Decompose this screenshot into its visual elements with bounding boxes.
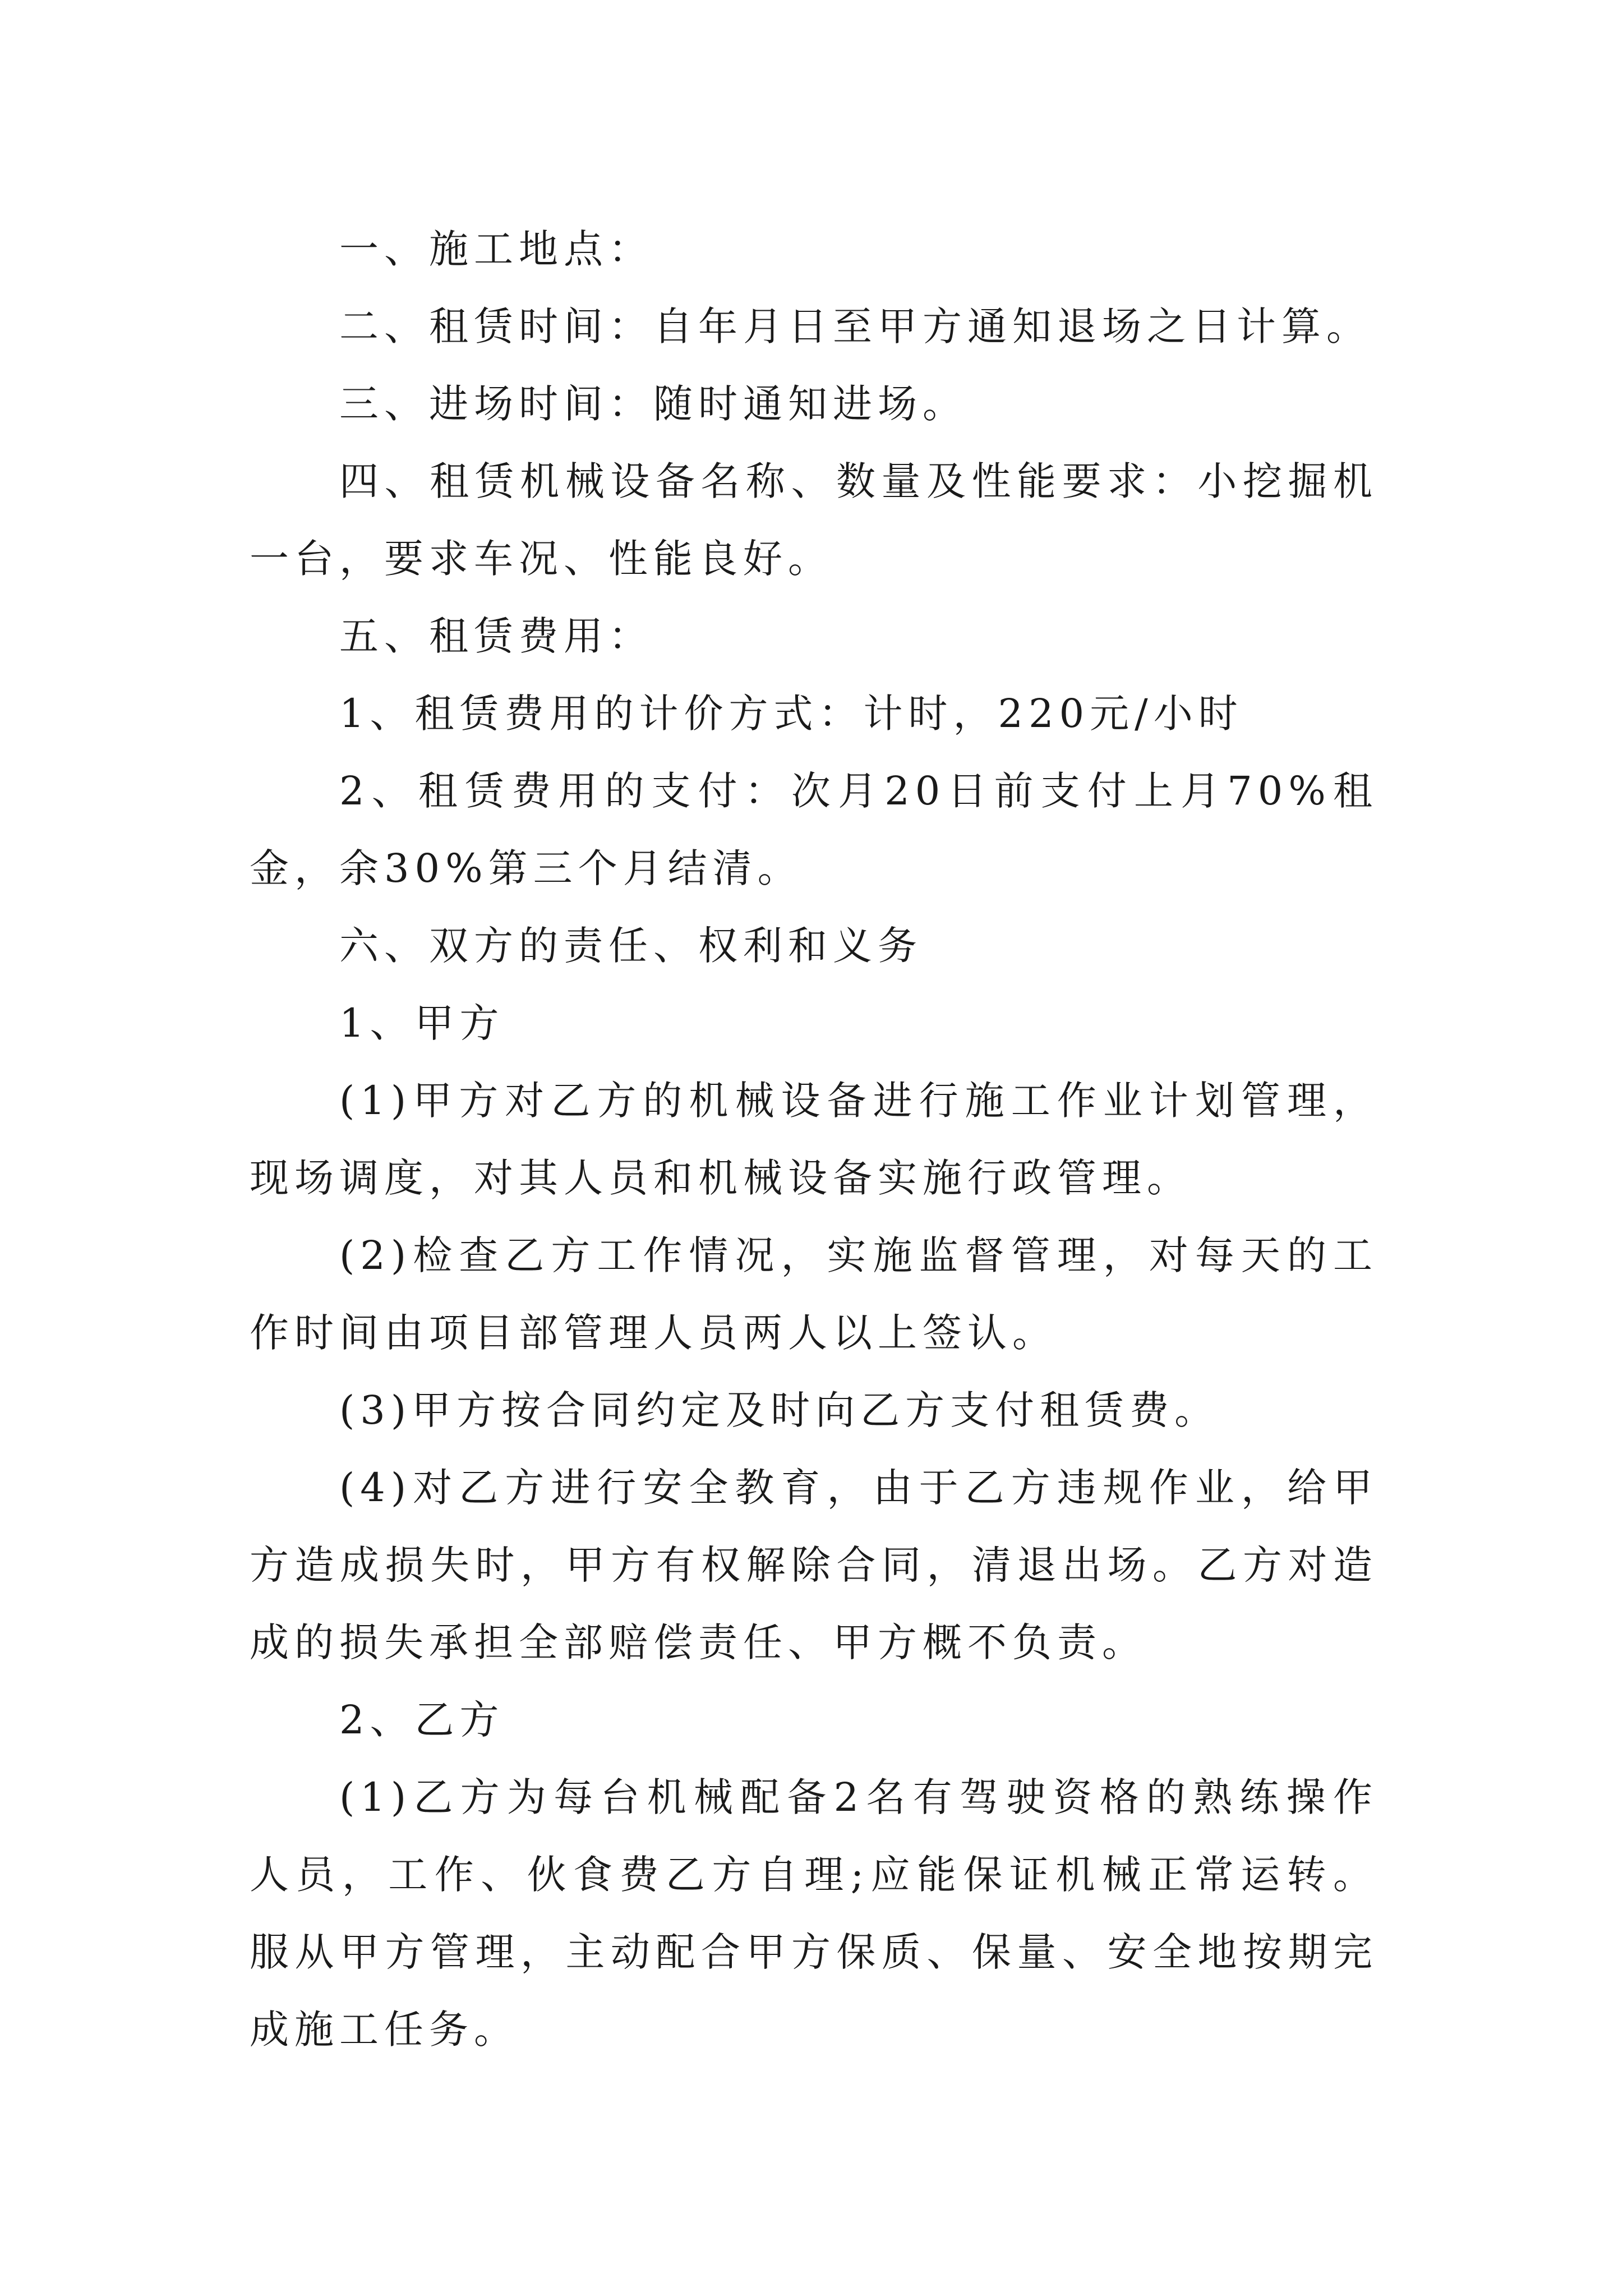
section-construction-site: 一、施工地点： [339, 226, 653, 272]
section-lease-fees: 五、租赁费用： [339, 613, 653, 659]
party-a-clause-3: (3)甲方按合同约定及时向乙方支付租赁费。 [339, 1387, 1220, 1433]
document-body [250, 210, 1378, 2068]
section-entry-time: 三、进场时间：随时通知进场。 [339, 381, 967, 427]
section-responsibilities: 六、双方的责任、权利和义务 [339, 923, 923, 969]
section-lease-period: 二、租赁时间：自年月日至甲方通知退场之日计算。 [339, 303, 1371, 349]
party-a-heading: 1、甲方 [339, 1000, 505, 1046]
section-equipment-requirements: 四、租赁机械设备名称、数量及性能要求：小挖掘机一台，要求车况、性能良好。 [250, 458, 1378, 582]
party-b-clause-1: (1)乙方为每台机械配备2名有驾驶资格的熟练操作人员，工作、伙食费乙方自理;应能保证机械正常运转。服从甲方管理，主动配合甲方保质、保量、安全地按期完成施工任务。 [250, 1774, 1378, 2053]
party-b-heading: 2、乙方 [339, 1697, 505, 1743]
party-a-clause-1: (1)甲方对乙方的机械设备进行施工作业计划管理，现场调度，对其人员和机械设备实施行政管理。 [250, 1078, 1378, 1201]
fee-payment: 2、租赁费用的支付：次月20日前支付上月70%租金，余30%第三个月结清。 [250, 768, 1378, 891]
party-a-clause-2: (2)检查乙方工作情况，实施监督管理，对每天的工作时间由项目部管理人员两人以上签认。 [250, 1232, 1378, 1356]
fee-pricing-method: 1、租赁费用的计价方式：计时，220元/小时 [339, 691, 1243, 737]
party-a-clause-4: (4)对乙方进行安全教育，由于乙方违规作业，给甲方造成损失时，甲方有权解除合同，清退出场。乙方对造成的损失承担全部赔偿责任、甲方概不负责。 [250, 1465, 1378, 1665]
